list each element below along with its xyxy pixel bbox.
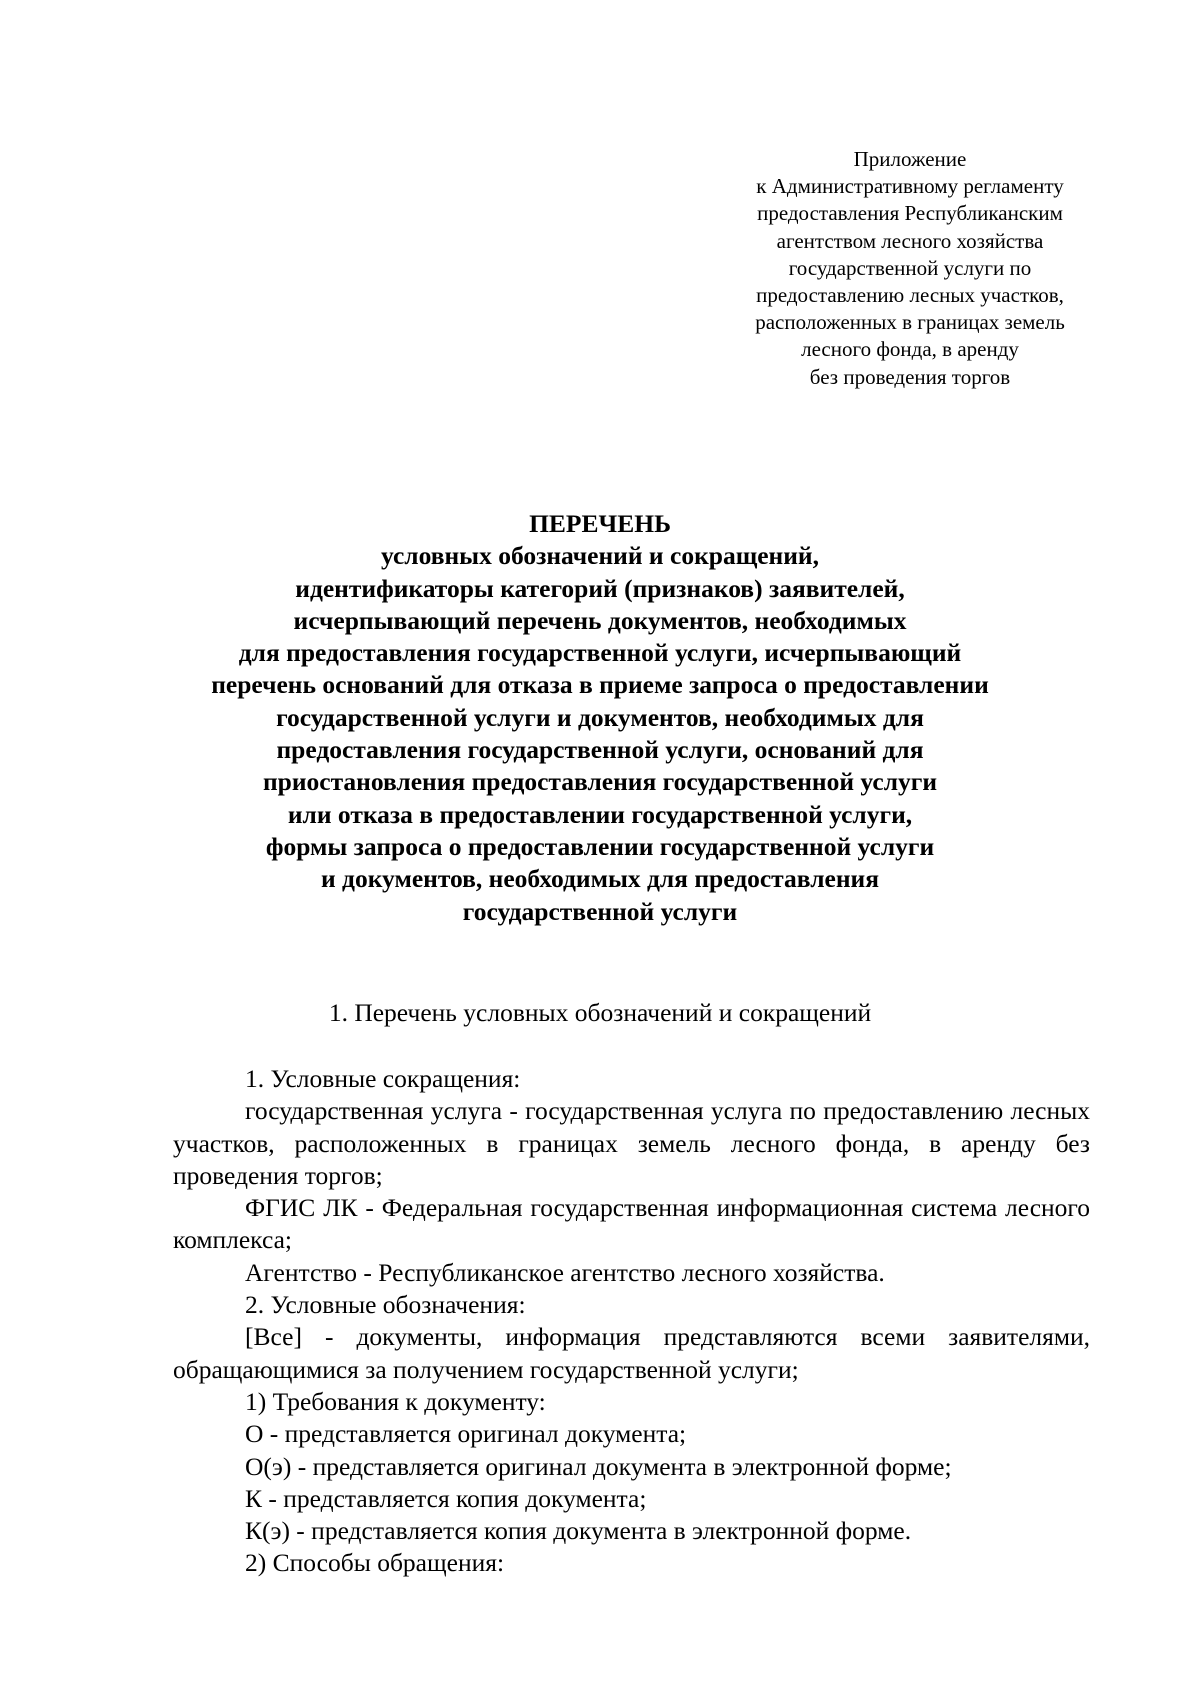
paragraph: О(э) - представляется оригинал документа в электронной форме; xyxy=(245,1451,952,1481)
paragraph: 1. Условные сокращения: xyxy=(245,1064,521,1093)
paragraph: 2) Способы обращения: xyxy=(245,1548,505,1578)
annex-line: агентством лесного хозяйства xyxy=(776,228,1044,253)
title-line: предоставления государственной услуги, оснований для xyxy=(276,735,924,765)
paragraph: ФГИС ЛК - Федеральная государственная информационная система лесного комплекса; xyxy=(173,1193,1090,1255)
annex-header xyxy=(700,146,1120,391)
body-text xyxy=(173,1063,1090,1580)
paragraph: К - представляется копия документа; xyxy=(245,1483,647,1513)
title-line: исчерпывающий перечень документов, необходимых xyxy=(293,605,907,635)
title-line: перечень оснований для отказа в приеме запроса о предоставлении xyxy=(211,670,989,700)
paragraph: К(э) - представляется копия документа в электронной форме. xyxy=(245,1516,912,1546)
title-line: для предоставления государственной услуги, исчерпывающий xyxy=(238,638,962,668)
title-line: ПЕРЕЧЕНЬ xyxy=(529,509,671,538)
paragraph: 1) Требования к документу: xyxy=(245,1386,546,1416)
title-line: приостановления предоставления государственной услуги xyxy=(262,767,938,797)
annex-line: предоставлению лесных участков, xyxy=(756,283,1064,308)
title-line: государственной услуги и документов, необходимых для xyxy=(276,702,924,732)
annex-line: предоставления Республиканским xyxy=(757,201,1063,226)
paragraph: Агентство - Республиканское агентство лесного хозяйства. xyxy=(245,1257,885,1287)
title-line: государственной услуги xyxy=(462,896,738,926)
title-line: или отказа в предоставлении государственной услуги, xyxy=(287,799,913,829)
paragraph: 2. Условные обозначения: xyxy=(245,1290,526,1320)
annex-line: расположенных в границах земель xyxy=(755,310,1065,335)
annex-line: государственной услуги по xyxy=(788,255,1032,280)
paragraph: О - представляется оригинал документа; xyxy=(245,1419,687,1449)
paragraph: [Все] - документы, информация представляются всеми заявителями, обращающимися за получением государственной услуги; xyxy=(173,1322,1090,1384)
annex-line: к Административному регламенту xyxy=(756,174,1064,199)
section-heading: 1. Перечень условных обозначений и сокращений xyxy=(328,998,872,1027)
annex-line: без проведения торгов xyxy=(809,364,1011,389)
title-line: и документов, необходимых для предоставления xyxy=(320,864,880,894)
document-title xyxy=(150,508,1050,928)
title-line: формы запроса о предоставлении государственной услуги xyxy=(265,831,935,861)
annex-line: лесного фонда, в аренду xyxy=(801,337,1019,362)
title-line: условных обозначений и сокращений, xyxy=(381,541,819,571)
annex-line: Приложение xyxy=(853,147,967,171)
paragraph: государственная услуга - государственная услуга по предоставлению лесных участков, расположенных в границах земель лесного фонда, в аренду без проведения торгов; xyxy=(173,1096,1090,1190)
title-line: идентификаторы категорий (признаков) заявителей, xyxy=(295,573,905,603)
